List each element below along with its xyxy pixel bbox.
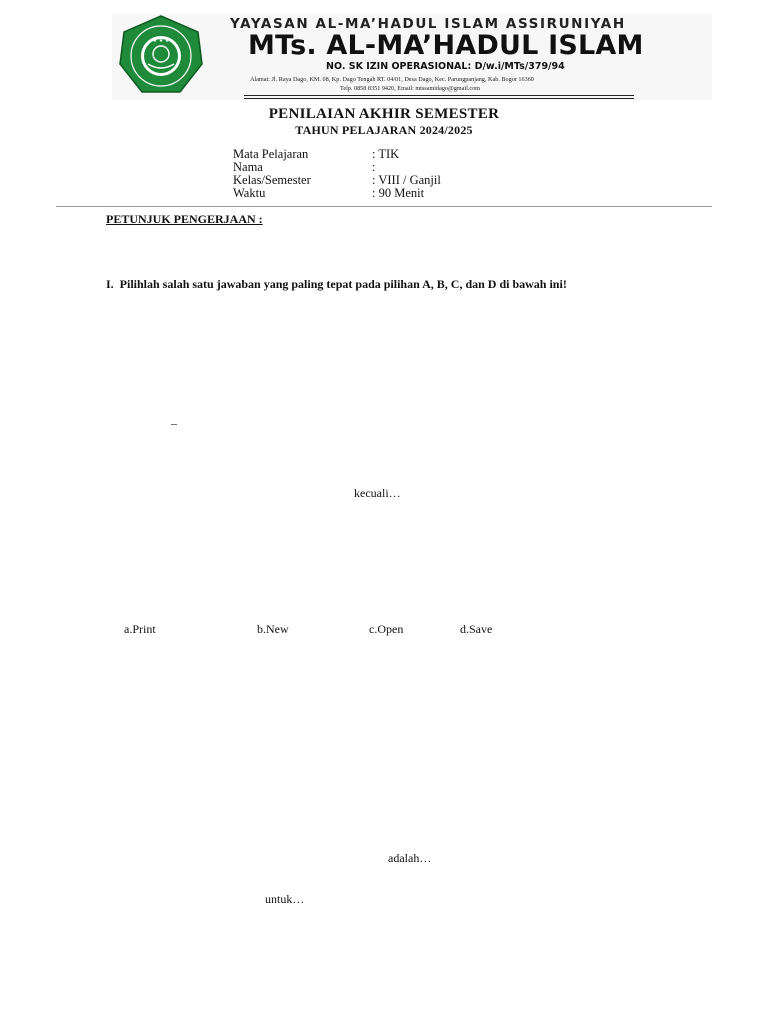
permit-number: NO. SK IZIN OPERASIONAL: D/w.i/MTs/379/94	[326, 61, 565, 72]
answer-option-b: b.New	[257, 622, 289, 636]
instruction-text: Pilihlah salah satu jawaban yang paling tepat pada pilihan A, B, C, dan D di bawah ini!	[119, 277, 567, 291]
letterhead-rule-thin	[244, 98, 634, 99]
letterhead-rule-thick	[244, 95, 634, 96]
svg-text:★ ★ ★: ★ ★ ★	[152, 38, 170, 44]
school-address: Alamat: Jl. Raya Dago, KM. 08, Kp. Dago Tengah RT. 04/01, Desa Dago, Kec. Parungpanjang, Kab. Bogor 16360	[250, 76, 534, 83]
question-fragment-untuk: untuk…	[265, 892, 305, 906]
info-label: Mata Pelajaran	[233, 147, 309, 161]
school-contact: Telp. 0858 8351 9420, Email: mtssamidago@gmail.com	[340, 85, 480, 92]
info-value: : TIK	[372, 147, 400, 161]
section-instruction	[106, 277, 567, 292]
answer-option-d: d.Save	[460, 622, 493, 636]
info-label: Nama	[233, 160, 263, 174]
info-row-time	[233, 187, 441, 200]
info-label: Kelas/Semester	[233, 173, 311, 187]
question-blank-dash: –	[171, 416, 177, 430]
info-label: Waktu	[233, 186, 266, 200]
info-row-subject	[233, 148, 441, 161]
answer-option-c: c.Open	[369, 622, 404, 636]
section-number: I.	[106, 277, 114, 291]
info-value: : 90 Menit	[372, 186, 425, 200]
exam-info	[233, 148, 441, 200]
foundation-name: YAYASAN AL-MA’HADUL ISLAM ASSIRUNIYAH	[230, 16, 626, 32]
answer-option-a: a.Print	[124, 622, 156, 636]
info-value: :	[372, 160, 376, 174]
exam-subtitle: TAHUN PELAJARAN 2024/2025	[295, 123, 473, 137]
divider	[56, 206, 712, 207]
info-value: : VIII / Ganjil	[372, 173, 441, 187]
question-fragment-kecuali: kecuali…	[354, 486, 401, 500]
school-logo	[118, 14, 204, 96]
question-fragment-adalah: adalah…	[388, 851, 432, 865]
school-name: MTs. AL-MA’HADUL ISLAM	[248, 30, 644, 61]
instructions-heading: PETUNJUK PENGERJAAN :	[106, 212, 263, 226]
exam-title: PENILAIAN AKHIR SEMESTER	[268, 106, 500, 122]
